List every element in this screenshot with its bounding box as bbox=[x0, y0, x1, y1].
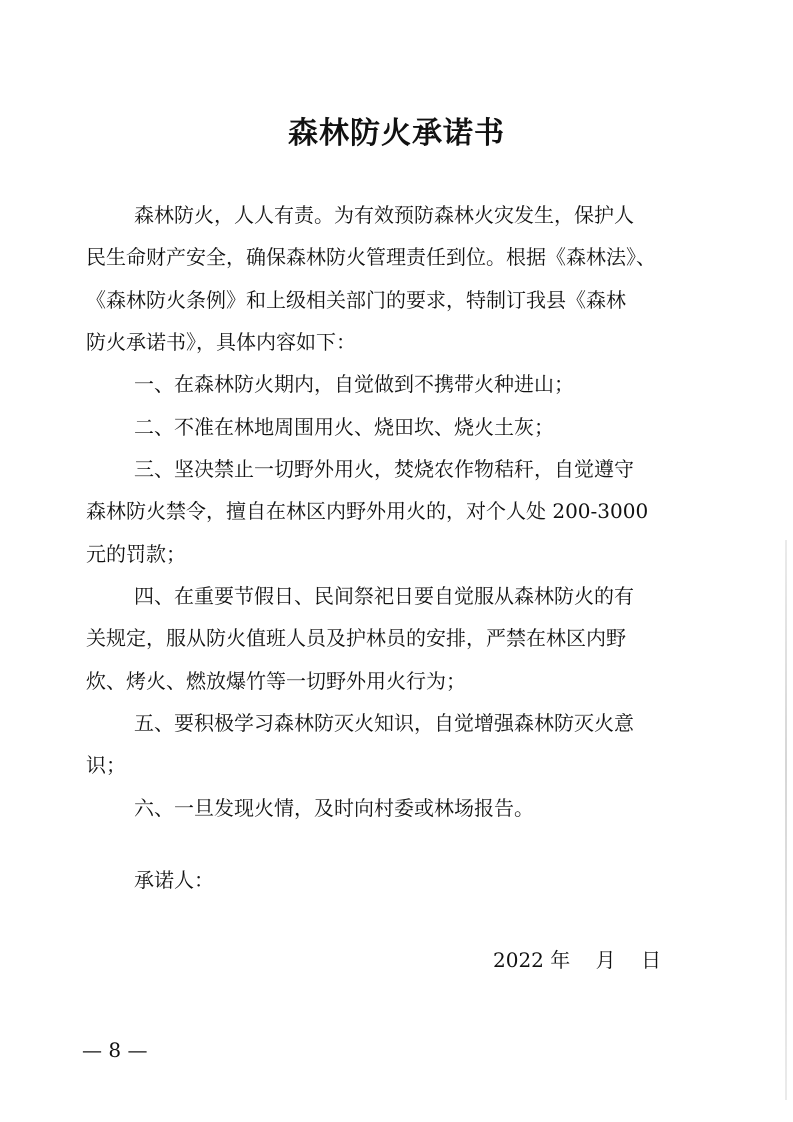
item-4-line: 关规定，服从防火值班人员及护林员的安排，严禁在林区内野 bbox=[86, 626, 626, 650]
document-title: 森林防火承诺书 bbox=[288, 116, 505, 151]
signatory-label: 承诺人： bbox=[134, 868, 214, 892]
page-number: — 8 — bbox=[82, 1038, 148, 1062]
item-3-line: 三、坚决禁止一切野外用火，焚烧农作物秸秆，自觉遵守 bbox=[134, 457, 634, 481]
item-5-line: 五、要积极学习森林防灭火知识，自觉增强森林防灭火意 bbox=[134, 711, 634, 735]
intro-line: 民生命财产安全，确保森林防火管理责任到位。根据《森林法》、 bbox=[86, 245, 656, 269]
intro-line: 《森林防火条例》和上级相关部门的要求，特制订我县《森林 bbox=[86, 288, 626, 312]
scan-edge-shadow bbox=[785, 540, 787, 1100]
item-5-line: 识； bbox=[86, 753, 126, 777]
item-1: 一、在森林防火期内，自觉做到不携带火种进山； bbox=[134, 372, 574, 396]
item-3-line: 元的罚款； bbox=[86, 542, 186, 566]
date-line: 2022 年 月 日 bbox=[493, 948, 662, 972]
item-6: 六、一旦发现火情，及时向村委或林场报告。 bbox=[134, 796, 534, 820]
intro-line: 森林防火，人人有责。为有效预防森林火灾发生，保护人 bbox=[134, 203, 634, 227]
item-2: 二、不准在林地周围用火、烧田坎、烧火土灰； bbox=[134, 415, 554, 439]
item-3-line: 森林防火禁令，擅自在林区内野外用火的，对个人处 200-3000 bbox=[86, 499, 649, 523]
item-4-line: 炊、烤火、燃放爆竹等一切野外用火行为； bbox=[86, 669, 466, 693]
intro-line: 防火承诺书》，具体内容如下： bbox=[86, 330, 356, 354]
item-4-line: 四、在重要节假日、民间祭祀日要自觉服从森林防火的有 bbox=[134, 584, 634, 608]
